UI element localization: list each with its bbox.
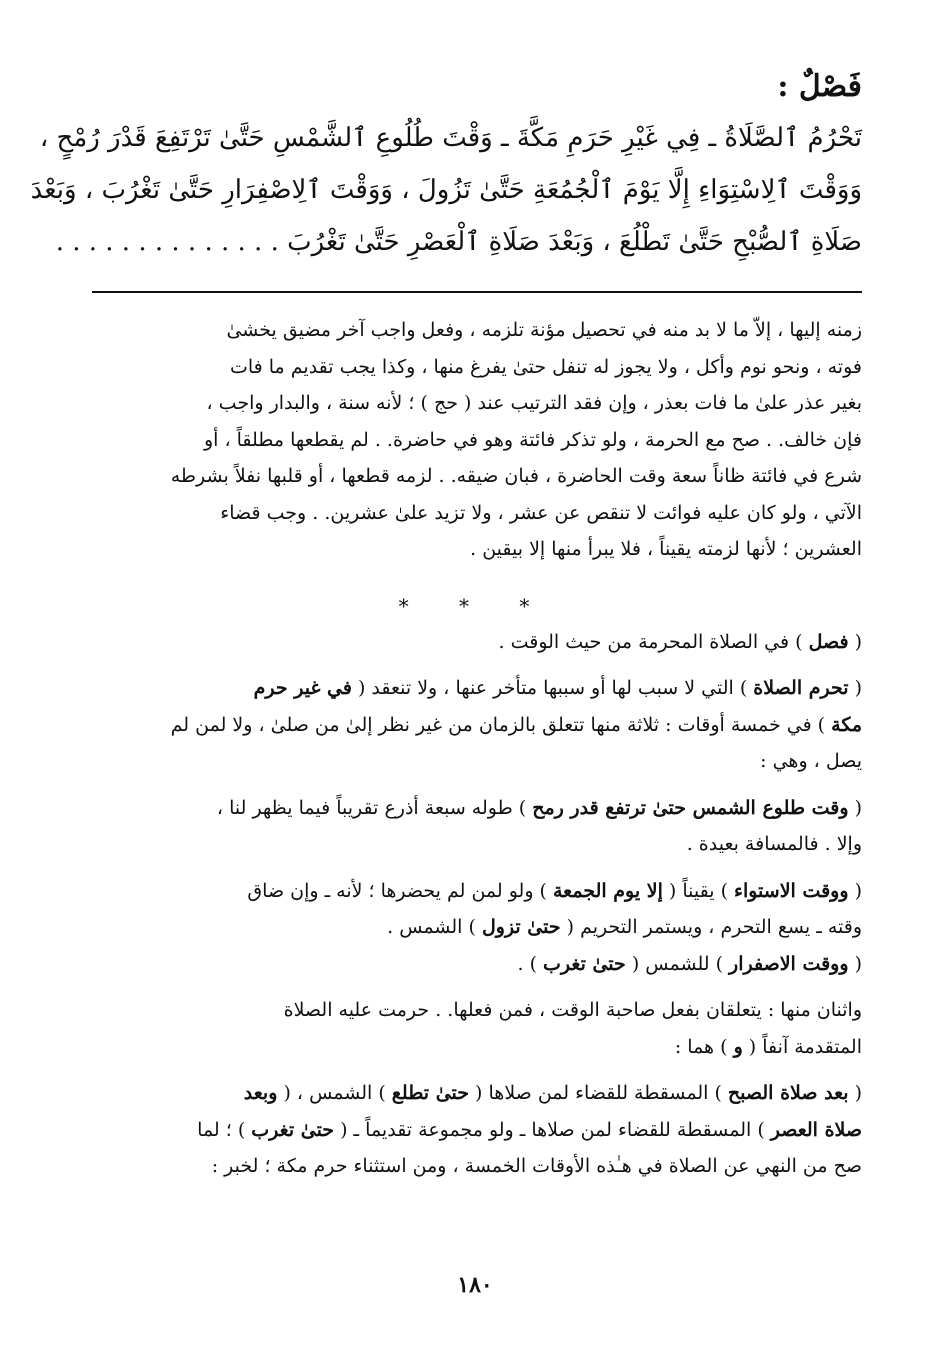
bold-matn-quote: حتىٰ تطلع (391, 1082, 470, 1104)
commentary-line: زمنه إليها ، إلاّ ما لا بد منه في تحصيل مؤنة تلزمه ، وفعل واجب آخر مضيق يخشىٰ (226, 319, 862, 341)
commentary-run: ) ؛ لما (197, 1118, 252, 1141)
commentary-line: بغير عذر علىٰ ما فات بعذر ، وإن فقد الترتيب عند ( حج ) ؛ لأنه سنة ، والبدار واجب ، (206, 392, 862, 414)
matn-line: صَلَاةِ ٱلصُّبْحِ حَتَّىٰ تَطْلُعَ ، وَبَعْدَ صَلَاةِ ٱلْعَصْرِ حَتَّىٰ تَغْرُبَ . . . . . . . . . . . . . . (55, 227, 862, 257)
matn-text (30, 112, 862, 268)
commentary-line (88, 1148, 862, 1185)
commentary-run: ) للشمس ( (625, 952, 730, 975)
commentary-run: ( (848, 677, 862, 699)
commentary-line (88, 992, 862, 1029)
commentary-run: ) المسقطة للقضاء لمن صلاها ( (469, 1082, 728, 1104)
commentary-run: صح من النهي عن الصلاة في هـٰذه الأوقات الخمسة ، ومن استثناء حرم مكة ؛ لخبر : (211, 1155, 862, 1177)
bold-matn-quote: وقت طلوع الشمس حتىٰ ترتفع قدر رمح (532, 796, 849, 819)
commentary-line (88, 1112, 862, 1149)
matn-line: وَوَقْتَ ٱلِاسْتِوَاءِ إِلَّا يَوْمَ ٱلْجُمُعَةِ حَتَّىٰ تَزُولَ ، وَوَقْتَ ٱلِاصْفِرَارِ حَتَّىٰ تَغْرُبَ ، وَبَعْدَ (30, 175, 862, 205)
commentary-run: ) التي لا سبب لها أو سببها متأخر عنها ، ولا تنعقد ( (351, 677, 754, 699)
commentary-line (88, 707, 862, 744)
commentary-line (88, 826, 862, 863)
commentary-line (88, 743, 862, 780)
commentary-run: ) طوله سبعة أذرع تقريباً فيما يظهر لنا ، (216, 796, 533, 819)
commentary-line (88, 790, 862, 827)
commentary-run: ( (848, 796, 862, 819)
bold-matn-quote: وبعد (243, 1082, 278, 1104)
bold-matn-quote: مكة (831, 713, 862, 736)
bold-matn-quote: بعد صلاة الصبح (727, 1082, 849, 1104)
bold-matn-quote: فصل (808, 630, 849, 653)
commentary-line (88, 670, 862, 707)
commentary-run: واثنان منها : يتعلقان بفعل صاحبة الوقت ، فمن فعلها. . حرمت عليه الصلاة (283, 999, 862, 1021)
commentary-run: ) في الصلاة المحرمة من حيث الوقت . (498, 630, 809, 653)
matn-line: تَحْرُمُ ٱلصَّلَاةُ ـ فِي غَيْرِ حَرَمِ مَكَّةَ ـ وَقْتَ طُلُوعِ ٱلشَّمْسِ حَتَّىٰ تَرْتَفِعَ قَدْرَ رُمْحٍ ، (39, 123, 862, 153)
commentary-line: فإن خالف. . صح مع الحرمة ، ولو تذكر فائتة وهو في حاضرة. . لم يقطعها مطلقاً ، أو (203, 428, 862, 451)
commentary-paragraph (88, 992, 862, 1065)
commentary-line (88, 873, 862, 910)
commentary-line (88, 1075, 862, 1112)
commentary-paragraph (88, 1075, 862, 1185)
bold-matn-quote: صلاة العصر (770, 1118, 862, 1141)
section-separator-stars: * * * (398, 593, 552, 618)
bold-matn-quote: حتىٰ تغرب (251, 1118, 335, 1141)
commentary-run: ) الشمس ، ( (277, 1082, 392, 1104)
commentary-paragraph (88, 790, 862, 863)
commentary-run: ( (848, 1082, 862, 1104)
commentary-continuation (88, 312, 862, 568)
commentary-run: ) يقيناً ( (662, 879, 735, 902)
commentary-line (88, 624, 862, 661)
bold-matn-quote: ووقت الاصفرار (729, 952, 849, 975)
footnote-divider (92, 291, 862, 293)
commentary-line (88, 1029, 862, 1066)
commentary-run: ( (848, 879, 862, 902)
commentary-line (88, 946, 862, 983)
commentary-run: ( (848, 952, 862, 975)
chapter-heading: فَصْلٌ : (777, 69, 862, 104)
commentary-paragraph (88, 873, 862, 983)
bold-matn-quote: و (733, 1035, 743, 1058)
bold-matn-quote: في غير حرم (253, 677, 352, 699)
commentary-paragraph (88, 670, 862, 780)
bold-matn-quote: حتىٰ تزول (481, 916, 561, 938)
bold-matn-quote: تحرم الصلاة (753, 677, 849, 699)
commentary-run: ) هما : (674, 1035, 734, 1058)
commentary-line: شرع في فائتة ظاناً سعة وقت الحاضرة ، فبان ضيقه. . لزمه قطعها ، أو قلبها نفلاً بشرطه (170, 465, 862, 487)
commentary-run: وقته ـ يسع التحرم ، ويستمر التحريم ( (560, 916, 862, 938)
matn-section (30, 62, 862, 268)
bold-matn-quote: إلا يوم الجمعة (553, 879, 663, 902)
commentary-line: فوته ، ونحو نوم وأكل ، ولا يجوز له تنفل حتىٰ يفرغ منها ، وكذا يجب تقديم ما فات (229, 355, 862, 378)
commentary-paragraph (88, 624, 862, 661)
commentary-run: ) الشمس . (387, 916, 482, 938)
commentary-section (88, 312, 862, 1195)
commentary-paragraphs (88, 624, 862, 1185)
page-number: ١٨٠ (457, 1272, 493, 1298)
commentary-run: المتقدمة آنفاً ( (742, 1035, 862, 1058)
commentary-line (88, 909, 862, 946)
commentary-run: ) . (517, 952, 544, 975)
commentary-run: ) ولو لمن لم يحضرها ؛ لأنه ـ وإن ضاق (247, 879, 553, 902)
commentary-line: العشرين ؛ لأنها لزمته يقيناً ، فلا يبرأ منها إلا بيقين . (470, 538, 862, 560)
bold-matn-quote: ووقت الاستواء (734, 879, 849, 902)
commentary-run: وإلا . فالمسافة بعيدة . (686, 833, 862, 855)
commentary-run: ( (848, 630, 862, 653)
commentary-run: ) في خمسة أوقات : ثلاثة منها تتعلق بالزمان من غير نظر إلىٰ من صلىٰ ، ولا لمن لم (170, 713, 832, 736)
commentary-run: ) المسقطة للقضاء لمن صلاها ـ ولو مجموعة تقديماً ـ ( (334, 1118, 771, 1141)
commentary-run: يصل ، وهي : (760, 750, 862, 772)
bold-matn-quote: حتىٰ تغرب (543, 952, 626, 975)
commentary-line: الآتي ، ولو كان عليه فوائت لا تنقص عن عشر ، ولا تزيد علىٰ عشرين. . وجب قضاء (220, 501, 862, 524)
